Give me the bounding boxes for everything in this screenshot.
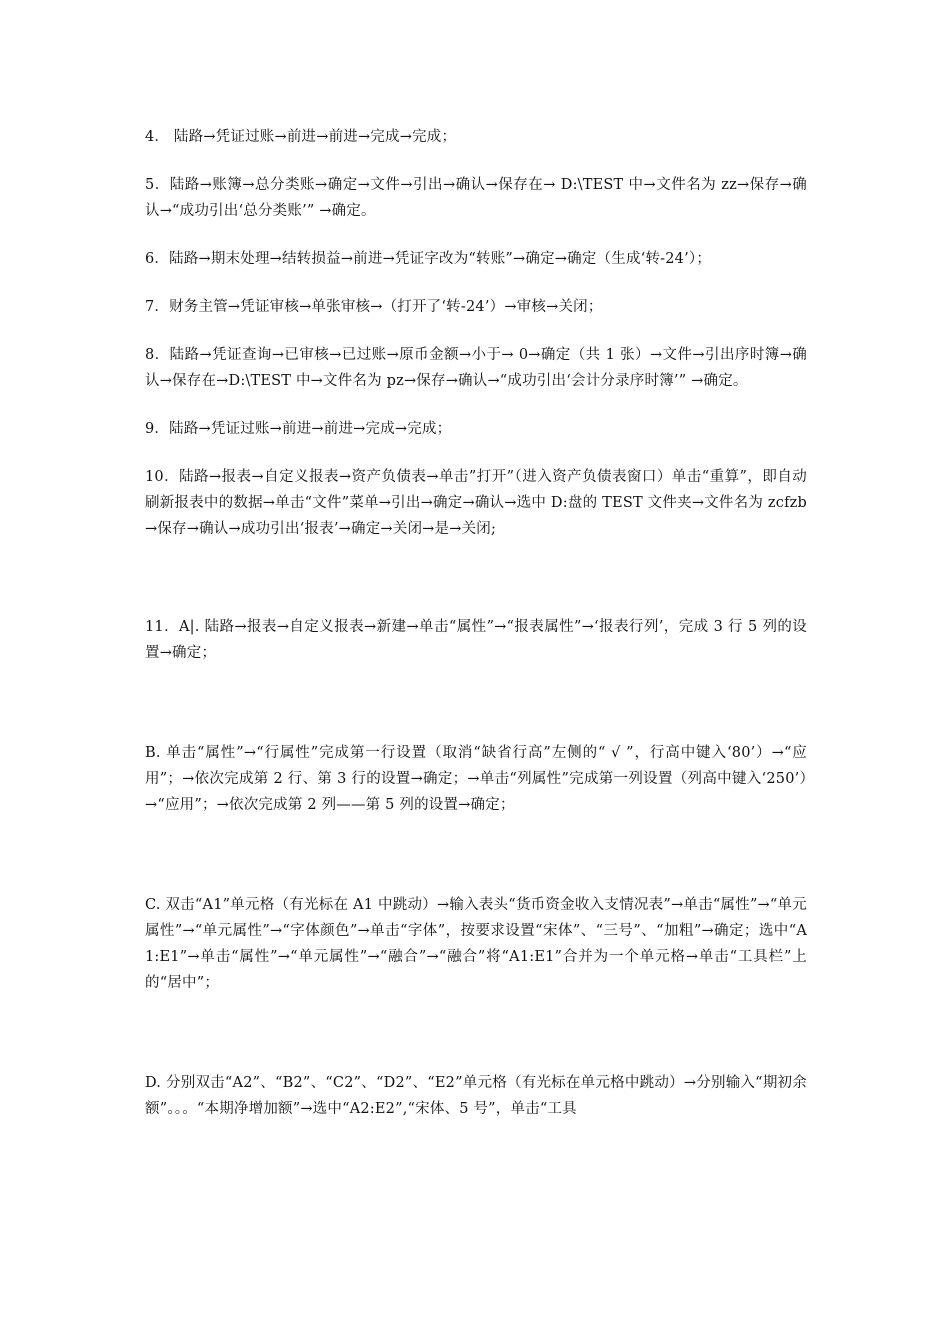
step-11a-paragraph: 11．A|. 陆路→报表→自定义报表→新建→单击“属性”→“报表属性”→‘报表行列’，完成 3 行 5 列的设置→确定；: [145, 619, 807, 661]
step-7-paragraph: 7．财务主管→凭证审核→单张审核→（打开了‘转-24’）→审核→关闭；: [145, 299, 603, 315]
step-11c-paragraph: C. 双击“A1”单元格（有光标在 A1 中跳动）→输入表头“货币资金收入支情况表”→单击“属性”→“单元属性”→“单元属性”→“字体颜色”→单击“字体”，按要求设置“宋体”、“三号”、“加粗”→确定；选中“A1:E1”→单击“属性”→“单元属性”→“融合”→“融合”将“A1:E1”合并为一个单元格→单击“工具栏”上的“居中”；: [145, 897, 807, 991]
step-11d-paragraph: D. 分别双击“A2”、“B2”、“C2”、“D2”、“E2”单元格（有光标在单元格中跳动）→分别输入“期初余额”。。。“本期净增加额”→选中“A2:E2”,“宋体、5 号”，单击“工具: [145, 1075, 807, 1117]
step-4-paragraph: 4． 陆路→凭证过账→前进→前进→完成→完成；: [145, 129, 457, 145]
document-body: [145, 124, 807, 1144]
step-9-paragraph: 9．陆路→凭证过账→前进→前进→完成→完成；: [145, 421, 452, 437]
step-8-paragraph: 8．陆路→凭证查询→已审核→已过账→原币金额→小于→ 0→确定（共 1 张）→文件→引出序时簿→确认→保存在→D:\TEST 中→文件名为 pz→保存→确认→“成功引出‘会计分录序时簿’” →确定。: [145, 347, 807, 389]
step-10-paragraph: 10．陆路→报表→自定义报表→资产负债表→单击”打开”（进入资产负债表窗口）单击“重算”，即自动刷新报表中的数据→单击“文件”菜单→引出→确定→确认→选中 D:盘的 TEST 文件夹→文件名为 zcfzb→保存→确认→成功引出‘报表’→确定→关闭→是→关闭;: [145, 469, 807, 537]
step-6-paragraph: 6．陆路→期末处理→结转损益→前进→凭证字改为“转账”→确定→确定（生成‘转-24’）；: [145, 251, 712, 267]
step-5-paragraph: 5．陆路→账簿→总分类账→确定→文件→引出→确认→保存在→ D:\TEST 中→文件名为 zz→保存→确认→“成功引出‘总分类账’” →确定。: [145, 177, 807, 219]
step-11b-paragraph: B. 单击“属性”→“行属性”完成第一行设置（取消“缺省行高”左侧的“ √ ”，行高中键入‘80’）→“应用”；→依次完成第 2 行、第 3 行的设置→确定；→单击“列属性”完成第一列设置（列高中键入‘250’）→“应用”；→依次完成第 2 列——第 5 列的设置→确定；: [145, 745, 807, 813]
